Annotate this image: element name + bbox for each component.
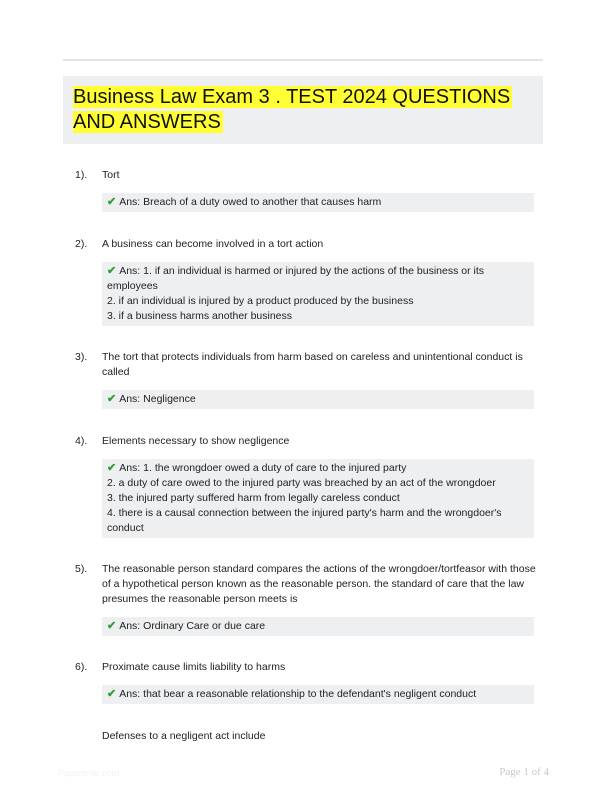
answer-text: Ans: Ordinary Care or due care [119,620,266,632]
answer-box [102,685,534,704]
checkmark-icon: ✔ [107,265,117,277]
question-number [63,729,102,744]
question-text: Elements necessary to show negligence [102,435,290,447]
question-number: 2). [75,238,88,250]
question-number: 3). [75,351,88,363]
answer-text: 3. if a business harms another business [107,310,293,322]
question-text: The reasonable person standard compares the actions of the wrongdoer/tortfeasor with those of a hypothetical person known as the reasonable person. the standard of care that the law presumes the reasonable person meets is [102,563,536,605]
answer-box [102,193,534,212]
document-title-highlight: Business Law Exam 3 . TEST 2024 QUESTIONS AND ANSWERS [73,86,511,133]
question-number: 5). [75,563,88,575]
question-block-3 [63,350,543,409]
question-number: 6). [75,661,88,673]
checkmark-icon: ✔ [107,462,117,474]
question-block-6 [63,660,543,704]
answer-box [102,262,534,326]
answer-text: 2. if an individual is injured by a product produced by the business [107,295,414,307]
question-number: 4). [75,435,88,447]
question-text: Defenses to a negligent act include [102,730,266,742]
checkmark-icon: ✔ [107,620,117,632]
answer-text: Ans: 1. the wrongdoer owed a duty of care to the injured party [119,462,407,474]
checkmark-icon: ✔ [107,196,117,208]
question-block-1 [63,168,543,212]
question-text: A business can become involved in a tort action [102,238,324,250]
question-number: 1). [75,169,88,181]
question-block-2 [63,237,543,326]
answer-text: 3. the injured party suffered harm from legally careless conduct [107,492,400,504]
answer-box [102,617,534,636]
top-divider [63,59,543,61]
checkmark-icon: ✔ [107,688,117,700]
answer-box [102,459,534,538]
answer-text: Ans: Negligence [119,393,196,405]
question-block-4 [63,434,543,538]
checkmark-icon: ✔ [107,393,117,405]
document-title [73,85,533,135]
answer-text: Ans: Breach of a duty owed to another that causes harm [119,196,382,208]
answer-text: 2. a duty of care owed to the injured party was breached by an act of the wrongdoer [107,477,496,489]
question-block-7 [63,729,543,744]
question-text: Tort [102,169,120,181]
question-block-5 [63,562,543,636]
answer-text: Ans: that bear a reasonable relationship to the defendant's negligent conduct [119,688,477,700]
question-text: The tort that protects individuals from harm based on careless and unintentional conduct is called [102,351,523,378]
footer-watermark: Paperbrite.com [58,768,120,778]
page-number: Page 1 of 4 [499,766,549,778]
answer-text: 4. there is a causal connection between the injured party's harm and the wrongdoer's conduct [107,507,502,534]
question-text: Proximate cause limits liability to harms [102,661,286,673]
answer-box [102,390,534,409]
title-banner [63,76,543,144]
answer-text: Ans: 1. if an individual is harmed or injured by the actions of the business or its employees [107,265,484,292]
